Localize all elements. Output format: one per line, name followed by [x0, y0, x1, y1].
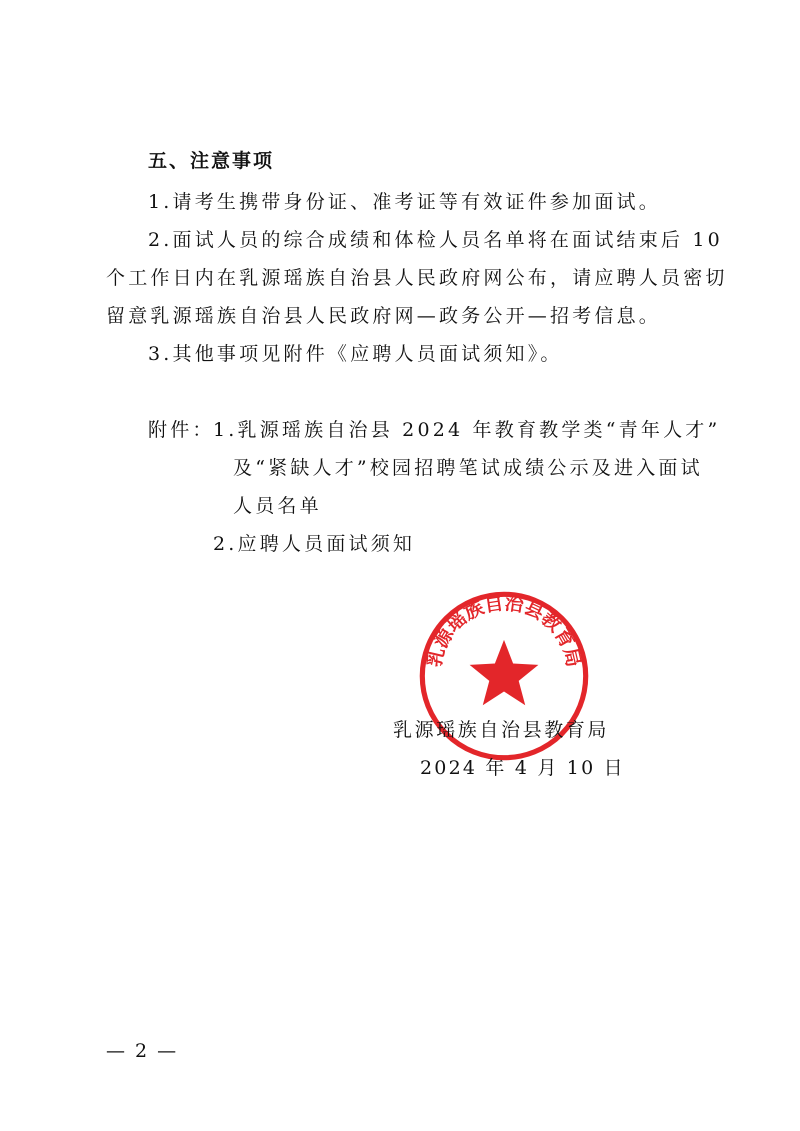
notice-item-1: 1.请考生携带身份证、准考证等有效证件参加面试。	[148, 191, 661, 213]
attachment-item-2: 2.应聘人员面试须知	[213, 533, 416, 555]
attachment-item-1-line-3: 人员名单	[233, 495, 322, 517]
notice-item-3: 3.其他事项见附件《应聘人员面试须知》。	[148, 343, 563, 365]
notice-item-2-line-3: 留意乳源瑶族自治县人民政府网—政务公开—招考信息。	[106, 305, 662, 327]
seal-star-icon	[470, 640, 539, 705]
signature-org: 乳源瑶族自治县教育局	[393, 719, 610, 741]
notice-item-2-line-1: 2.面试人员的综合成绩和体检人员名单将在面试结束后 10	[148, 229, 723, 251]
attachments-label: 附件：	[148, 419, 215, 441]
seal-text: 乳源瑶族自治县教育局	[423, 592, 585, 670]
attachment-item-1-line-1: 1.乳源瑶族自治县 2024 年教育教学类“青年人才”	[213, 419, 721, 441]
attachment-item-1-line-2: 及“紧缺人才”校园招聘笔试成绩公示及进入面试	[233, 457, 703, 479]
section-heading: 五、注意事项	[148, 150, 275, 172]
signature-date: 2024 年 4 月 10 日	[420, 757, 625, 779]
page-number: — 2 —	[106, 1040, 179, 1062]
notice-item-2-line-2: 个工作日内在乳源瑶族自治县人民政府网公布，请应聘人员密切	[106, 267, 728, 289]
